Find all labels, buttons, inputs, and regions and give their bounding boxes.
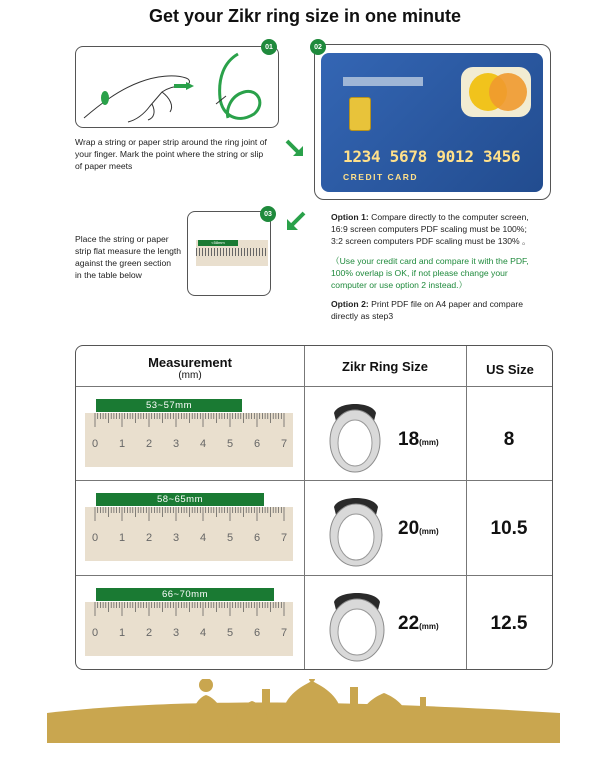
card-stripe bbox=[343, 77, 423, 86]
step3-line: strip flat measure the length bbox=[75, 246, 182, 256]
ruler-tick-label: 4 bbox=[199, 532, 207, 544]
option1-text: Compare directly to the computer screen, bbox=[371, 212, 529, 222]
option2 bbox=[331, 298, 561, 322]
ruler bbox=[85, 602, 293, 656]
ruler-tick-label: 7 bbox=[280, 627, 288, 639]
ring-icon bbox=[328, 489, 388, 574]
step1-line: of paper meets bbox=[75, 161, 133, 171]
ring-size-value bbox=[398, 613, 439, 635]
header-measurement-label: Measurement bbox=[148, 355, 232, 370]
mastercard-logo bbox=[461, 67, 531, 117]
ruler-tick-label: 1 bbox=[118, 438, 126, 450]
ruler-tick-label: 4 bbox=[199, 438, 207, 450]
hand-illustration bbox=[78, 48, 278, 128]
credit-card bbox=[321, 53, 543, 192]
mini-green-bar: <58mm bbox=[198, 240, 238, 246]
ring-size-value bbox=[398, 518, 439, 540]
note-line: 100% overlap is OK, if not please change your bbox=[331, 268, 508, 278]
option1-title: Option 1: bbox=[331, 212, 369, 222]
note-line: computer or use option 2 instead.） bbox=[331, 280, 468, 290]
chip-icon bbox=[349, 97, 371, 131]
mini-ticks bbox=[196, 248, 268, 256]
ruler-tick-label: 5 bbox=[226, 438, 234, 450]
ruler-tick-label: 3 bbox=[172, 532, 180, 544]
step3-text bbox=[75, 233, 190, 281]
ring-size-value bbox=[398, 429, 439, 451]
ruler-tick-label: 5 bbox=[226, 532, 234, 544]
ring-icon bbox=[328, 395, 386, 480]
ruler-tick-label: 0 bbox=[91, 627, 99, 639]
step2-panel bbox=[314, 44, 551, 200]
step3-badge: 03 bbox=[260, 206, 276, 222]
ring-icon bbox=[328, 584, 390, 669]
measurement-range-bar: 66~70mm bbox=[96, 588, 274, 601]
header-us-size: US Size bbox=[486, 362, 534, 377]
ring-size-unit: (mm) bbox=[419, 622, 439, 631]
ruler-tick-label: 1 bbox=[118, 532, 126, 544]
ruler-tick-label: 7 bbox=[280, 532, 288, 544]
us-size-value: 8 bbox=[503, 429, 515, 450]
ring-size-unit: (mm) bbox=[419, 438, 439, 447]
ruler-tick-label: 2 bbox=[145, 532, 153, 544]
table-row bbox=[76, 576, 553, 670]
ruler-tick-label: 2 bbox=[145, 627, 153, 639]
measurement-range-bar: 58~65mm bbox=[96, 493, 264, 506]
ruler-tick-label: 6 bbox=[253, 438, 261, 450]
option2-line1 bbox=[331, 298, 561, 310]
option1-line1 bbox=[331, 211, 561, 223]
note-line: （Use your credit card and compare it with the PDF, bbox=[331, 256, 529, 266]
mini-ruler bbox=[196, 240, 268, 266]
step1-line: your finger. Mark the point where the string or slip bbox=[75, 149, 264, 159]
step3-line: Place the string or paper bbox=[75, 234, 169, 244]
step3-line: in the table below bbox=[75, 270, 142, 280]
ring-size-number: 20 bbox=[398, 518, 420, 539]
step3-panel bbox=[187, 211, 271, 296]
ring-size-unit: (mm) bbox=[419, 527, 439, 536]
ruler-tick-label: 7 bbox=[280, 438, 288, 450]
ruler-tick-label: 5 bbox=[226, 627, 234, 639]
option2-text: directly as step3 bbox=[331, 311, 394, 321]
option2-title: Option 2: bbox=[331, 299, 369, 309]
option1-note bbox=[331, 255, 561, 291]
ruler-tick-label: 2 bbox=[145, 438, 153, 450]
arrow-down-left-icon bbox=[284, 210, 308, 234]
card-number: 1234 5678 9012 3456 bbox=[343, 147, 521, 166]
size-table bbox=[75, 345, 553, 670]
ring-size-number: 22 bbox=[398, 613, 420, 634]
table-row bbox=[76, 481, 553, 575]
page-title: Get your Zikr ring size in one minute bbox=[148, 6, 462, 26]
mosque-banner bbox=[0, 679, 610, 759]
step1-badge: 01 bbox=[261, 39, 277, 55]
ruler-tick-label: 1 bbox=[118, 627, 126, 639]
step1-panel bbox=[75, 46, 279, 128]
ruler-tick-label: 3 bbox=[172, 627, 180, 639]
ruler bbox=[85, 413, 293, 467]
ruler-tick-label: 3 bbox=[172, 438, 180, 450]
ring-size-number: 18 bbox=[398, 429, 420, 450]
option1 bbox=[331, 211, 561, 247]
option1-text: 16:9 screen computers PDF scaling must be 100%; bbox=[331, 224, 527, 234]
option2-text: Print PDF file on A4 paper and compare bbox=[371, 299, 524, 309]
header-ring-size: Zikr Ring Size bbox=[342, 359, 428, 374]
step1-text bbox=[75, 136, 315, 172]
ruler-tick-label: 4 bbox=[199, 627, 207, 639]
ruler bbox=[85, 507, 293, 561]
measurement-range-bar: 53~57mm bbox=[96, 399, 242, 412]
card-label: CREDIT CARD bbox=[343, 172, 419, 182]
table-row bbox=[76, 387, 553, 481]
ruler-tick-label: 6 bbox=[253, 532, 261, 544]
option1-text: 3:2 screen computers PDF scaling must be 130% 。 bbox=[331, 236, 531, 246]
step1-line: Wrap a string or paper strip around the ring joint of bbox=[75, 137, 267, 147]
us-size-value: 10.5 bbox=[490, 518, 528, 539]
header-measurement bbox=[76, 355, 304, 381]
step3-line: against the green section bbox=[75, 258, 172, 268]
us-size-value: 12.5 bbox=[490, 613, 528, 634]
header-measurement-unit: (mm) bbox=[178, 370, 202, 381]
arrow-down-right-icon bbox=[284, 138, 306, 160]
ruler-tick-label: 0 bbox=[91, 438, 99, 450]
ruler-tick-label: 0 bbox=[91, 532, 99, 544]
step2-badge: 02 bbox=[310, 39, 326, 55]
ruler-tick-label: 6 bbox=[253, 627, 261, 639]
